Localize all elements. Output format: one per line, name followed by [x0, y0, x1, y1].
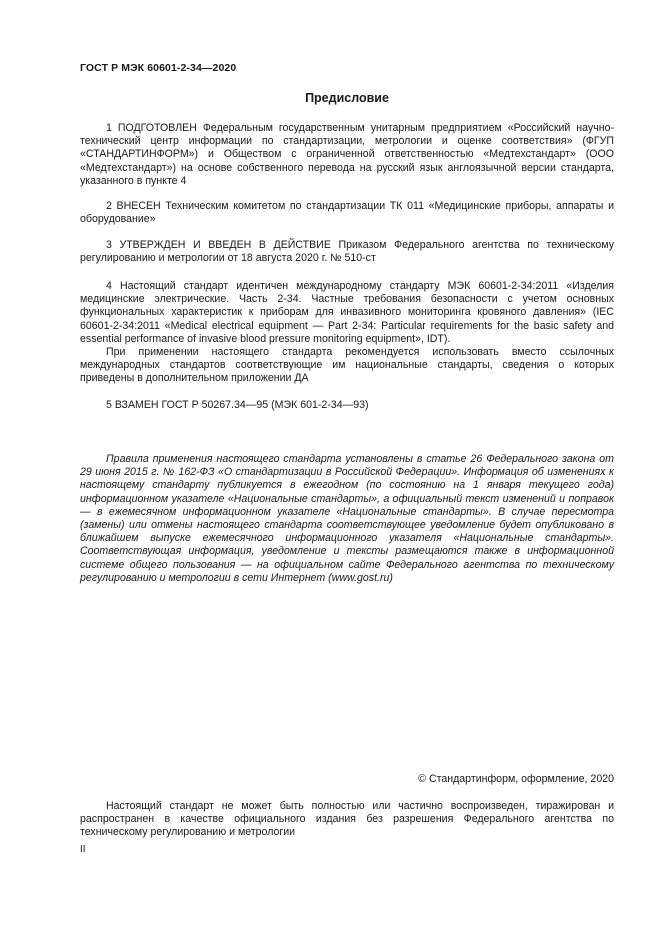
preface-paragraph-3: 3 УТВЕРЖДЕН И ВВЕДЕН В ДЕЙСТВИЕ Приказом Федерального агентства по техническому регулированию и метрологии от 18 августа 2020 г. № 510-ст — [80, 239, 614, 265]
document-header-id: ГОСТ Р МЭК 60601-2-34—2020 — [80, 62, 237, 74]
preface-paragraph-4: 4 Настоящий стандарт идентичен международному стандарту МЭК 60601-2-34:2011 «Изделия медицинские электрические. Часть 2-34. Частные требования безопасности с учетом основных функциональных характеристик к приборам для инвазивного мониторинга кровяного давления» (IEC 60601-2-34:2011 «Medical electrical equipment — Part 2-34: Particular requirements for the basic safety and essential performance of invasive blood pressure monitoring equipment», IDT). — [80, 280, 614, 345]
page-number: II — [80, 844, 86, 855]
preface-paragraph-4-note: При применении настоящего стандарта рекомендуется использовать вместо ссылочных международных стандартов соответствующие им национальные стандарты, сведения о которых приведены в дополнительном приложении ДА — [80, 346, 614, 385]
preface-paragraph-2: 2 ВНЕСЕН Техническим комитетом по стандартизации ТК 011 «Медицинские приборы, аппараты и оборудование» — [80, 200, 614, 226]
preface-paragraph-1: 1 ПОДГОТОВЛЕН Федеральным государственным унитарным предприятием «Российский научно-технический центр информации по стандартизации, метрологии и оценке соответствия» (ФГУП «СТАНДАРТИНФОРМ») и Обществом с ограниченной ответственностью «Медтехстандарт» (ООО «Медтехстандарт») на основе собственного перевода на русский язык англоязычной версии стандарта, указанного в пункте 4 — [80, 122, 614, 187]
preface-paragraph-5: 5 ВЗАМЕН ГОСТ Р 50267.34—95 (МЭК 601-2-34—93) — [106, 399, 369, 411]
copyright-line: © Стандартинформ, оформление, 2020 — [418, 773, 614, 785]
application-rules-notice: Правила применения настоящего стандарта установлены в статье 26 Федерального закона от 29 июня 2015 г. № 162-ФЗ «О стандартизации в Российской Федерации». Информация об изменениях к настоящему стандарту публикуется в ежегодном (по состоянию на 1 января текущего года) информационном указателе «Национальные стандарты», а официальный текст изменений и поправок — в ежемесячном информационном указателе «Национальные стандарты». В случае пересмотра (замены) или отмены настоящего стандарта соответствующее уведомление будет опубликовано в ближайшем выпуске ежемесячного информационного указателя «Национальные стандарты». Соответствующая информация, уведомление и тексты размещаются также в информационной системе общего пользования — на официальном сайте Федерального агентства по техническому регулированию и метрологии в сети Интернет (www.gost.ru) — [80, 453, 614, 584]
preface-title: Предисловие — [305, 91, 389, 105]
reproduction-notice: Настоящий стандарт не может быть полностью или частично воспроизведен, тиражирован и распространен в качестве официального издания без разрешения Федерального агентства по техническому регулированию и метрологии — [80, 800, 614, 839]
